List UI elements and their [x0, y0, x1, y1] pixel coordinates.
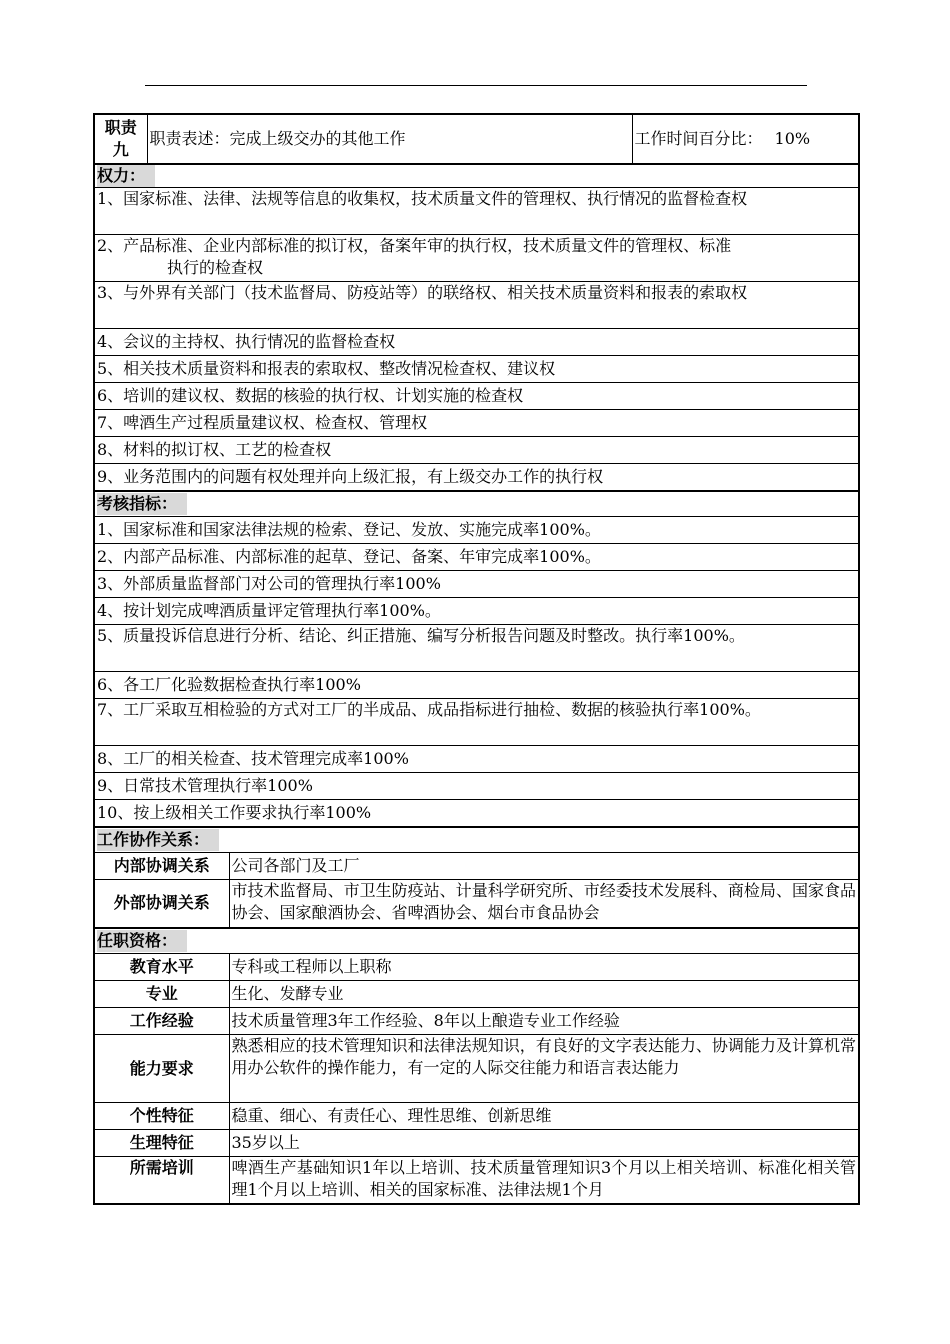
kpi-item-3: 3、外部质量监督部门对公司的管理执行率100% — [94, 571, 859, 598]
internal-coordination-row — [94, 853, 859, 880]
authority-item-5: 5、相关技术质量资料和报表的索取权、整改情况检查权、建议权 — [94, 356, 859, 383]
authority-item — [94, 188, 859, 235]
duty9-label: 职责九 — [94, 114, 147, 164]
kpi-item-5: 5、质量投诉信息进行分析、结论、纠正措施、编写分析报告问题及时整改。执行率100%。 — [94, 625, 859, 672]
authority-item-3: 3、与外界有关部门（技术监督局、防疫站等）的联络权、相关技术质量资料和报表的索取权 — [94, 282, 859, 329]
major-label: 专业 — [94, 981, 229, 1008]
personality-value: 稳重、细心、有责任心、理性思维、创新思维 — [229, 1103, 859, 1130]
training-value: 啤酒生产基础知识1年以上培训、技术质量管理知识3个月以上相关培训、标准化相关管理1个月以上培训、相关的国家标准、法律法规1个月 — [229, 1157, 859, 1204]
authority-item-2-line2: 执行的检查权 — [167, 258, 264, 277]
experience-label: 工作经验 — [94, 1008, 229, 1035]
experience-value: 技术质量管理3年工作经验、8年以上酿造专业工作经验 — [229, 1008, 859, 1035]
authority-item — [94, 437, 859, 464]
authority-item — [94, 329, 859, 356]
major-value: 生化、发酵专业 — [229, 981, 859, 1008]
qualification-row — [94, 1035, 859, 1103]
header-rule — [145, 85, 807, 86]
authority-item-9: 9、业务范围内的问题有权处理并向上级汇报，有上级交办工作的执行权 — [94, 464, 859, 491]
authority-item — [94, 464, 859, 491]
kpi-item-8: 8、工厂的相关检查、技术管理完成率100% — [94, 746, 859, 773]
training-label: 所需培训 — [94, 1157, 229, 1204]
cooperation-heading-row — [94, 827, 859, 853]
kpi-item — [94, 625, 859, 672]
qualification-row — [94, 1130, 859, 1157]
job-description-table — [93, 113, 858, 1205]
duty9-time-value: 10% — [774, 129, 811, 148]
kpi-item — [94, 699, 859, 746]
kpi-item — [94, 517, 859, 544]
kpi-item — [94, 571, 859, 598]
duty9-time — [632, 114, 859, 164]
kpi-item-9: 9、日常技术管理执行率100% — [94, 773, 859, 800]
authority-item — [94, 235, 859, 282]
ability-value: 熟悉相应的技术管理知识和法律法规知识，有良好的文字表达能力、协调能力及计算机常用办公软件的操作能力，有一定的人际交往能力和语言表达能力 — [229, 1035, 859, 1103]
qualifications-heading: 任职资格： — [97, 930, 187, 952]
kpi-item — [94, 800, 859, 827]
kpi-item-4: 4、按计划完成啤酒质量评定管理执行率100%。 — [94, 598, 859, 625]
ability-label: 能力要求 — [94, 1035, 229, 1103]
qualification-row — [94, 954, 859, 981]
authority-item-1: 1、国家标准、法律、法规等信息的收集权，技术质量文件的管理权、执行情况的监督检查权 — [94, 188, 859, 235]
authority-item-8: 8、材料的拟订权、工艺的检查权 — [94, 437, 859, 464]
authority-item-2 — [94, 235, 859, 282]
cooperation-heading: 工作协作关系： — [97, 829, 219, 851]
kpi-item-2: 2、内部产品标准、内部标准的起草、登记、备案、年审完成率100%。 — [94, 544, 859, 571]
physical-label: 生理特征 — [94, 1130, 229, 1157]
internal-coordination-label: 内部协调关系 — [94, 853, 229, 880]
authority-item-7: 7、啤酒生产过程质量建议权、检查权、管理权 — [94, 410, 859, 437]
qualification-row — [94, 1103, 859, 1130]
kpi-item — [94, 598, 859, 625]
kpi-item-6: 6、各工厂化验数据检查执行率100% — [94, 672, 859, 699]
duty9-row — [94, 114, 859, 164]
qualification-row — [94, 981, 859, 1008]
kpi-item-1: 1、国家标准和国家法律法规的检索、登记、发放、实施完成率100%。 — [94, 517, 859, 544]
education-value: 专科或工程师以上职称 — [229, 954, 859, 981]
qualification-row — [94, 1008, 859, 1035]
external-coordination-label: 外部协调关系 — [94, 880, 229, 928]
physical-value: 35岁以上 — [229, 1130, 859, 1157]
kpi-item-7: 7、工厂采取互相检验的方式对工厂的半成品、成品指标进行抽检、数据的核验执行率100%。 — [94, 699, 859, 746]
internal-coordination-value: 公司各部门及工厂 — [229, 853, 859, 880]
kpi-item — [94, 544, 859, 571]
qualification-row — [94, 1157, 859, 1204]
education-label: 教育水平 — [94, 954, 229, 981]
kpi-heading-row — [94, 491, 859, 517]
duty9-time-label: 工作时间百分比： — [634, 129, 763, 148]
authority-item-6: 6、培训的建议权、数据的核验的执行权、计划实施的检查权 — [94, 383, 859, 410]
authority-item — [94, 410, 859, 437]
external-coordination-row — [94, 880, 859, 928]
authority-heading-row — [94, 164, 859, 188]
authority-item — [94, 356, 859, 383]
kpi-heading: 考核指标： — [97, 493, 187, 515]
authority-item-4: 4、会议的主持权、执行情况的监督检查权 — [94, 329, 859, 356]
kpi-item — [94, 773, 859, 800]
personality-label: 个性特征 — [94, 1103, 229, 1130]
kpi-item-10: 10、按上级相关工作要求执行率100% — [94, 800, 859, 827]
external-coordination-value: 市技术监督局、市卫生防疫站、计量科学研究所、市经委技术发展科、商检局、国家食品协会、国家酿酒协会、省啤酒协会、烟台市食品协会 — [229, 880, 859, 928]
qualifications-heading-row — [94, 928, 859, 954]
kpi-item — [94, 672, 859, 699]
kpi-item — [94, 746, 859, 773]
authority-item — [94, 282, 859, 329]
authority-item-2-line1: 2、产品标准、企业内部标准的拟订权，备案年审的执行权，技术质量文件的管理权、标准 — [97, 236, 732, 255]
authority-item — [94, 383, 859, 410]
authority-heading: 权力： — [97, 165, 155, 187]
duty9-description: 职责表述：完成上级交办的其他工作 — [147, 114, 632, 164]
